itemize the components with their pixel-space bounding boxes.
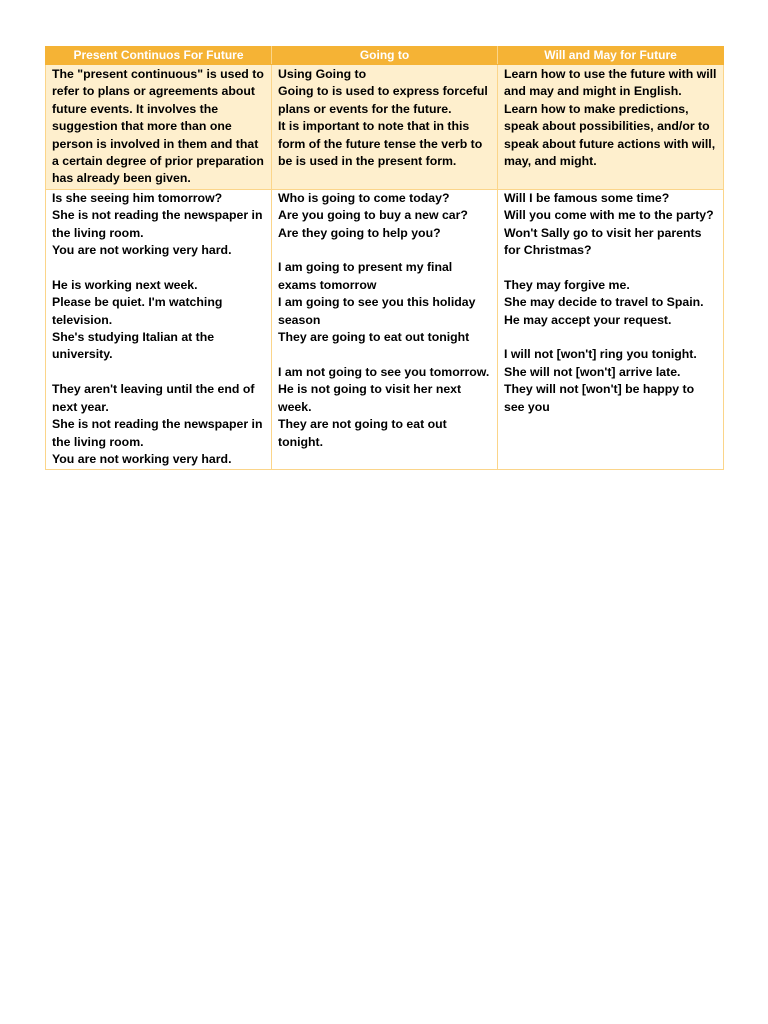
description-line: Using Going to [278, 67, 367, 81]
example-sentence: Are they going to help you? [278, 225, 441, 240]
example-sentence: You are not working very hard. [52, 451, 232, 466]
example-sentence: Will I be famous some time? [504, 190, 670, 205]
example-sentence: He may accept your request. [504, 312, 672, 327]
example-sentence: He is working next week. [52, 277, 198, 292]
example-sentence: I am going to present my final exams tomorrow [278, 260, 453, 292]
examples-present-continuous [46, 189, 272, 469]
examples-going-to [272, 189, 498, 469]
example-spacer [504, 259, 718, 276]
example-sentence: Is she seeing him tomorrow? [52, 190, 223, 205]
example-spacer [52, 259, 266, 276]
example-sentence: They may forgive me. [504, 277, 630, 292]
example-sentence: I am going to see you this holiday season [278, 295, 476, 327]
example-sentence: Will you come with me to the party? [504, 208, 714, 223]
example-sentence: Won't Sally go to visit her parents for Christmas? [504, 225, 702, 258]
example-spacer [504, 329, 718, 346]
description-going-to [272, 65, 498, 190]
header-going-to: Going to [272, 47, 498, 65]
example-sentence: She is not reading the newspaper in the living room. [52, 208, 263, 240]
example-sentence: They aren't leaving until the end of next year. [52, 382, 255, 414]
example-spacer [52, 364, 266, 381]
example-sentence: They will not [won't] be happy to see you [504, 382, 695, 414]
example-sentence: They are going to eat out tonight [278, 330, 470, 345]
description-will-may [498, 65, 724, 190]
header-present-continuous: Present Continuos For Future [46, 47, 272, 65]
example-sentence: Are you going to buy a new car? [278, 208, 468, 223]
example-sentence: Who is going to come today? [278, 190, 450, 205]
example-sentence: She is not reading the newspaper in the living room. [52, 417, 263, 449]
description-line: Going to is used to express forceful plans or events for the future. [278, 84, 488, 116]
example-sentence: He is not going to visit her next week. [278, 382, 462, 414]
example-sentence: She's studying Italian at the university. [52, 330, 215, 362]
example-sentence: They are not going to eat out tonight. [278, 417, 447, 449]
example-sentence: She may decide to travel to Spain. [504, 295, 704, 310]
description-line: It is important to note that in this form of the future tense the verb to be is used in the present form. [278, 119, 483, 169]
example-sentence: Please be quiet. I'm watching television. [52, 295, 223, 327]
future-tense-table [45, 46, 724, 470]
example-sentence: I will not [won't] ring you tonight. [504, 347, 697, 362]
examples-row [46, 189, 724, 469]
description-row [46, 65, 724, 190]
header-row [46, 47, 724, 65]
description-present-continuous [46, 65, 272, 190]
description-text: The "present continuous" is used to refer to plans or agreements about future events. It involves the suggestion that more than one person is involved in them and that a certain degree of prior preparation has already been given. [52, 67, 264, 186]
description-text: Learn how to use the future with will and may and might in English. Learn how to make predictions, speak about possibilities, and/or to speak about future actions with will, may, and might. [504, 67, 717, 169]
example-spacer [278, 346, 492, 363]
example-sentence: She will not [won't] arrive late. [504, 364, 681, 379]
examples-will-may [498, 189, 724, 469]
example-spacer [278, 242, 492, 259]
example-sentence: I am not going to see you tomorrow. [278, 364, 490, 379]
example-sentence: You are not working very hard. [52, 243, 232, 258]
header-will-may: Will and May for Future [498, 47, 724, 65]
